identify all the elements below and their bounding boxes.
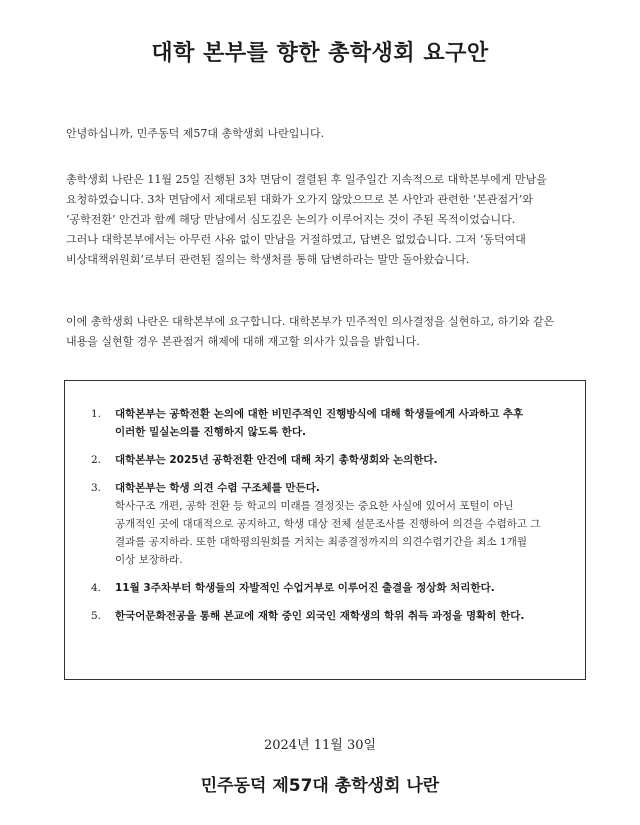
demand-intro-paragraph: [66, 312, 586, 352]
demand-number: 2.: [91, 454, 102, 466]
demands-box: [64, 380, 586, 680]
demand-text: [115, 579, 571, 597]
demand-intro-line: 내용을 실현할 경우 본관점거 해제에 대해 재고할 의사가 있음을 밝힙니다.: [66, 335, 420, 348]
demand-line: 대학본부는 학생 의견 수렴 구조체를 만든다.: [115, 482, 320, 494]
demand-detail-line: 학사구조 개편, 공학 전환 등 학교의 미래를 결정짓는 중요한 사실에 있어서 포털이 아닌: [115, 500, 514, 512]
demand-text: [115, 607, 571, 625]
demands-list: [91, 405, 571, 635]
demand-item: [91, 479, 571, 569]
demand-line: 11월 3주차부터 학생들의 자발적인 수업거부로 이루어진 출결을 정상화 처리한다.: [115, 582, 495, 594]
body-paragraph: [66, 170, 586, 270]
demand-number: 3.: [91, 482, 102, 494]
document-signature: 민주동덕 제57대 총학생회 나란: [200, 776, 440, 796]
demand-detail-line: 공개적인 곳에 대대적으로 공지하고, 학생 대상 전체 설문조사를 진행하여 의견을 수렴하고 그: [115, 518, 541, 530]
body-line: 총학생회 나란은 11월 25일 진행된 3차 면담이 결렬된 후 일주일간 지속적으로 대학본부에게 만남을: [66, 173, 547, 186]
demand-detail-line: 이상 보장하라.: [115, 554, 183, 566]
demand-text: [115, 479, 571, 569]
demand-item: [91, 405, 571, 441]
demand-line: 대학본부는 2025년 공학전환 안건에 대해 차기 총학생회와 논의한다.: [115, 454, 438, 466]
demand-line: 이러한 밀실논의를 진행하지 않도록 한다.: [115, 426, 307, 438]
demand-number: 5.: [91, 610, 102, 622]
body-line: ‘공학전환’ 안건과 함께 해당 만남에서 심도깊은 논의가 이루어지는 것이 주된 목적이었습니다.: [66, 213, 516, 226]
demand-intro-line: 이에 총학생회 나란은 대학본부에 요구합니다. 대학본부가 민주적인 의사결정을 실현하고, 하기와 같은: [66, 315, 555, 328]
demand-text: [115, 405, 571, 441]
body-line: 그러나 대학본부에서는 아무런 사유 없이 만남을 거절하였고, 답변은 없었습니다. 그저 ‘동덕여대: [66, 233, 526, 246]
demand-line: 한국어문화전공을 통해 본교에 재학 중인 외국인 재학생의 학위 취득 과정을 명확히 한다.: [115, 610, 525, 622]
demand-detail-line: 결과를 공지하라. 또한 대학평의원회를 거치는 최종결정까지의 의견수렴기간을 최소 1개월: [115, 536, 528, 548]
demand-text: [115, 451, 571, 469]
demand-item: [91, 579, 571, 597]
demand-number: 4.: [91, 582, 102, 594]
demand-number: 1.: [91, 408, 102, 420]
demand-item: [91, 607, 571, 625]
body-line: 요청하였습니다. 3차 면담에서 제대로된 대화가 오가지 않았으므로 본 사안과 관련한 ‘본관점거’와: [66, 193, 533, 206]
greeting-paragraph: 안녕하십니까, 민주동덕 제57대 총학생회 나란입니다.: [66, 127, 325, 140]
demand-item: [91, 451, 571, 469]
document-date: 2024년 11월 30일: [263, 738, 377, 753]
demand-line: 대학본부는 공학전환 논의에 대한 비민주적인 진행방식에 대해 학생들에게 사과하고 추후: [115, 408, 524, 420]
document-title: 대학 본부를 향한 총학생회 요구안: [151, 41, 489, 66]
body-line: 비상대책위원회’로부터 관련된 질의는 학생처를 통해 답변하라는 말만 돌아왔습니다.: [66, 253, 470, 266]
